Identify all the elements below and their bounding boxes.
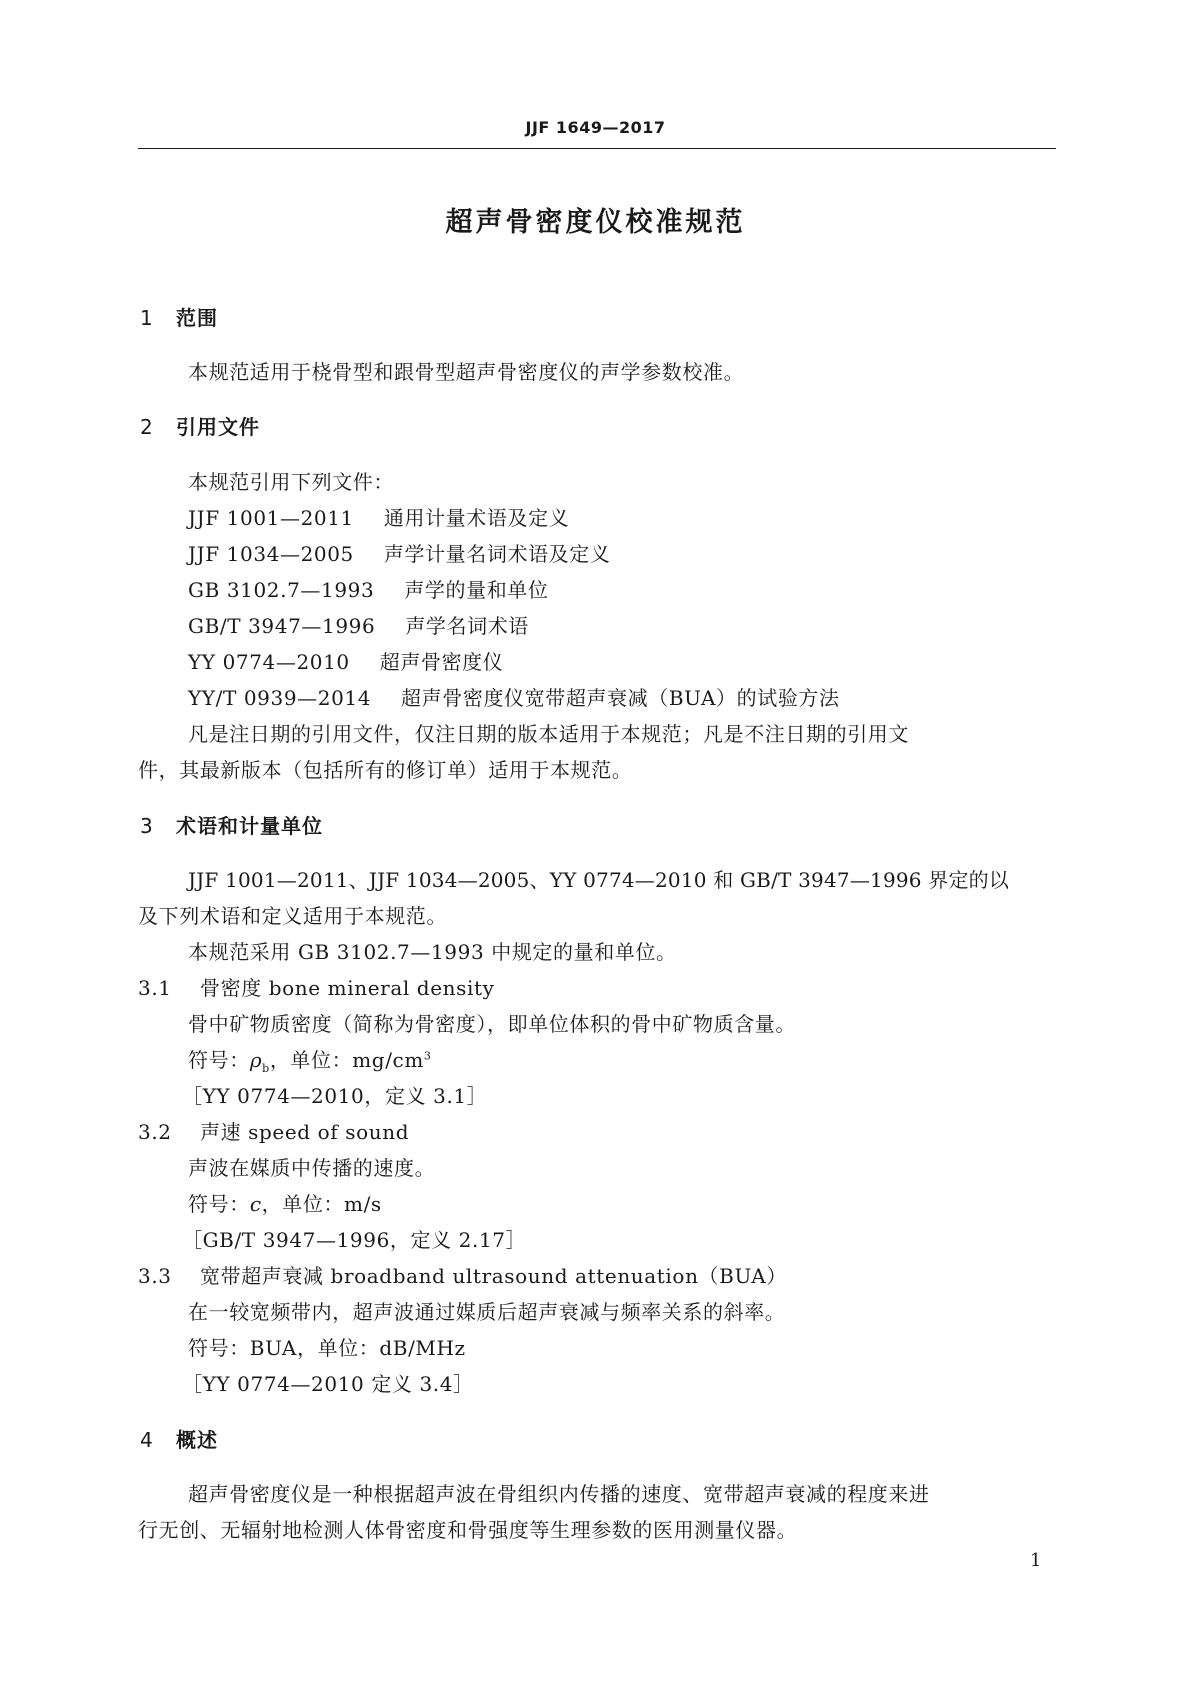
reference-code: YY/T 0939—2014 — [188, 686, 372, 710]
reference-item — [188, 646, 503, 675]
reference-item — [188, 574, 549, 603]
term-number: 3.2 — [138, 1120, 172, 1144]
paragraph: 本规范采用 GB 3102.7—1993 中规定的量和单位。 — [188, 940, 677, 964]
header-rule — [138, 148, 1056, 149]
section-number: 3 — [140, 814, 154, 838]
reference-code: GB/T 3947—1996 — [188, 614, 376, 638]
paragraph-line: JJF 1001—2011、JJF 1034—2005、YY 0774—2010 和 GB/T 3947—1996 界定的以 — [188, 868, 1010, 892]
unit-text: ，单位：m/s — [261, 1192, 382, 1216]
paragraph-line: 超声骨密度仪是一种根据超声波在骨组织内传播的速度、宽带超声衰减的程度来进 — [188, 1482, 930, 1506]
section-number: 1 — [140, 306, 154, 330]
reference-name: 通用计量术语及定义 — [383, 506, 570, 530]
section-title: 范围 — [176, 306, 218, 330]
section-number: 2 — [140, 415, 154, 439]
reference-name: 声学名词术语 — [405, 614, 529, 638]
term-definition: 在一较宽频带内，超声波通过媒质后超声衰减与频率关系的斜率。 — [188, 1300, 786, 1324]
page-number: 1 — [1030, 1550, 1042, 1571]
reference-item — [188, 538, 610, 567]
reference-name: 超声骨密度仪宽带超声衰减（BUA）的试验方法 — [401, 686, 840, 710]
section-4-heading — [140, 1424, 218, 1453]
paragraph: 本规范引用下列文件： — [188, 470, 394, 494]
paragraph-line: 及下列术语和定义适用于本规范。 — [138, 904, 447, 928]
symbol: c — [249, 1192, 262, 1216]
term-heading — [138, 1116, 409, 1145]
section-3-heading — [140, 810, 323, 839]
symbol-subscript: b — [262, 1062, 270, 1075]
reference-name: 超声骨密度仪 — [379, 650, 504, 674]
unit-superscript: 3 — [423, 1049, 432, 1063]
section-2-heading — [140, 411, 260, 440]
section-title: 概述 — [176, 1428, 218, 1452]
symbol: ρ — [249, 1048, 263, 1072]
unit-text: ，单位：mg/cm — [269, 1048, 424, 1072]
term-number: 3.3 — [138, 1264, 172, 1288]
section-title: 引用文件 — [176, 415, 260, 439]
reference-code: GB 3102.7—1993 — [188, 578, 375, 602]
term-definition: 声波在媒质中传播的速度。 — [188, 1156, 436, 1180]
running-header: JJF 1649—2017 — [525, 118, 666, 137]
term-heading — [138, 972, 495, 1001]
term-source: ［YY 0774—2010，定义 3.1］ — [182, 1084, 488, 1108]
term-number: 3.1 — [138, 976, 172, 1000]
symbol-prefix: 符号： — [188, 1048, 250, 1072]
section-1-heading — [140, 302, 218, 331]
term-name: 骨密度 bone mineral density — [200, 976, 495, 1000]
document-title: 超声骨密度仪校准规范 — [445, 207, 746, 238]
term-heading — [138, 1260, 787, 1289]
paragraph-line: 凡是注日期的引用文件，仅注日期的版本适用于本规范；凡是不注日期的引用文 — [188, 722, 909, 746]
section-title: 术语和计量单位 — [176, 814, 323, 838]
term-source: ［GB/T 3947—1996，定义 2.17］ — [182, 1228, 527, 1252]
reference-item — [188, 610, 529, 639]
term-symbol — [188, 1044, 432, 1073]
term-symbol: 符号：BUA，单位：dB/MHz — [188, 1336, 466, 1360]
reference-item — [188, 682, 840, 711]
symbol-prefix: 符号： — [188, 1192, 250, 1216]
reference-code: JJF 1034—2005 — [188, 542, 354, 566]
term-name: 声速 speed of sound — [200, 1120, 410, 1144]
paragraph-line: 件，其最新版本（包括所有的修订单）适用于本规范。 — [138, 758, 633, 782]
paragraph: 本规范适用于桡骨型和跟骨型超声骨密度仪的声学参数校准。 — [188, 360, 745, 384]
reference-name: 声学的量和单位 — [404, 578, 549, 602]
section-number: 4 — [140, 1428, 154, 1452]
term-symbol — [188, 1188, 382, 1217]
reference-name: 声学计量名词术语及定义 — [383, 542, 611, 566]
reference-item — [188, 502, 569, 531]
term-source: ［YY 0774—2010 定义 3.4］ — [182, 1372, 474, 1396]
term-definition: 骨中矿物质密度（简称为骨密度），即单位体积的骨中矿物质含量。 — [188, 1012, 796, 1036]
term-name: 宽带超声衰减 broadband ultrasound attenuation（BUA） — [200, 1264, 787, 1288]
paragraph-line: 行无创、无辐射地检测人体骨密度和骨强度等生理参数的医用测量仪器。 — [138, 1518, 798, 1542]
reference-code: JJF 1001—2011 — [188, 506, 354, 530]
reference-code: YY 0774—2010 — [188, 650, 350, 674]
